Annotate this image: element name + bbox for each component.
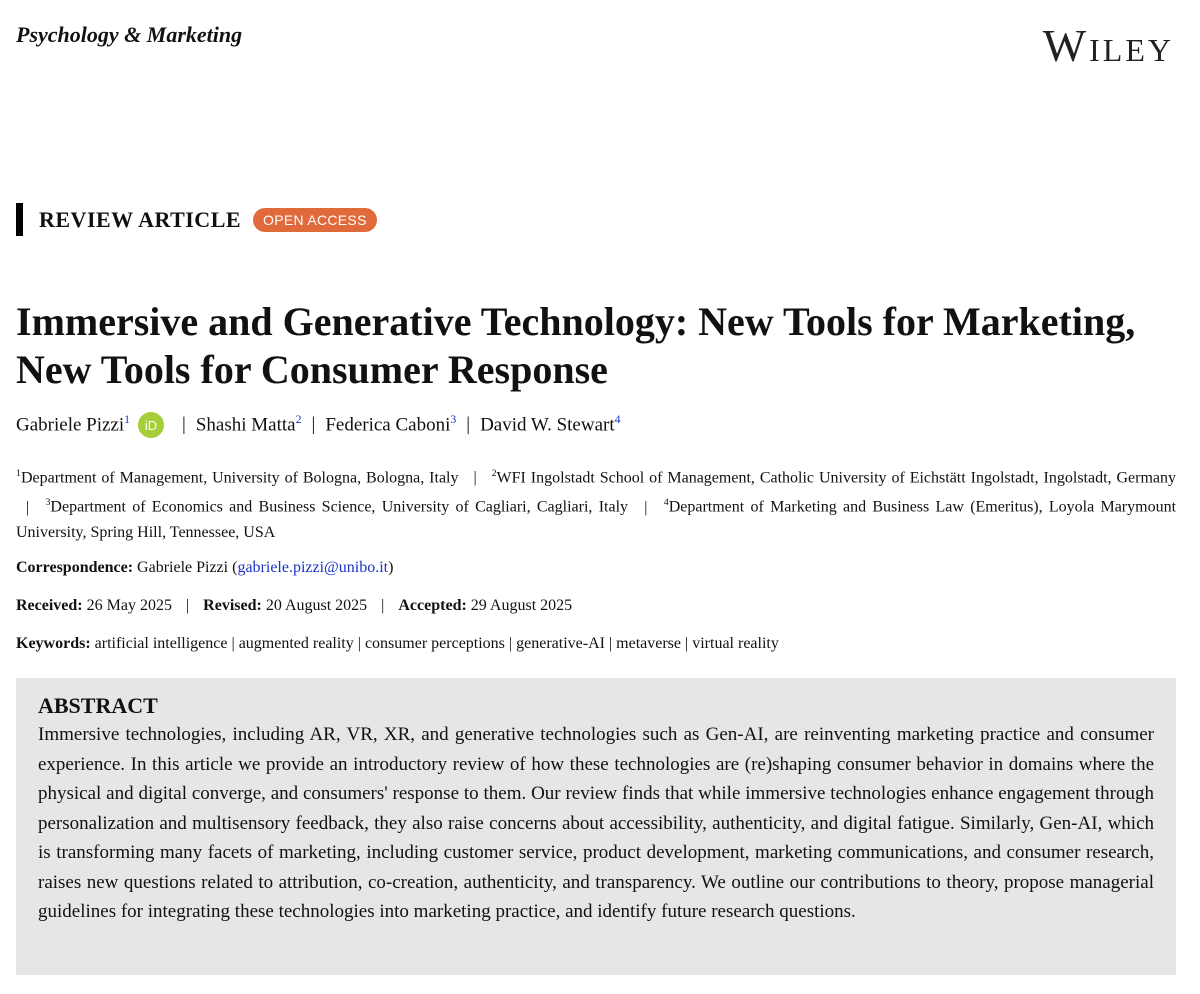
affiliation: Department of Economics and Business Science, University of Cagliari, Cagliari, Italy <box>50 498 629 516</box>
revised-label: Revised: <box>203 597 262 614</box>
open-access-badge: OPEN ACCESS <box>253 208 377 232</box>
keyword: metaverse <box>616 635 682 652</box>
affiliation-ref[interactable]: 2 <box>295 413 302 427</box>
keywords-label: Keywords: <box>16 635 91 652</box>
keyword: generative-AI <box>516 635 605 652</box>
author-list <box>16 412 621 438</box>
separator: | <box>185 597 190 614</box>
affiliation-ref[interactable]: 1 <box>124 413 131 427</box>
article-dates <box>16 597 572 615</box>
affiliation: Department of Management, University of Bologna, Bologna, Italy <box>20 469 459 487</box>
separator: | <box>381 597 385 614</box>
accepted-label: Accepted: <box>398 597 467 614</box>
author-name: Federica Caboni <box>325 414 451 436</box>
separator: | <box>508 635 513 652</box>
type-marker-bar <box>16 203 23 236</box>
separator: | <box>357 635 361 652</box>
affiliation: WFI Ingolstadt School of Management, Catholic University of Eichstätt Ingolstadt, Ingolstadt, Germany <box>496 469 1177 487</box>
keyword: virtual reality <box>692 635 779 652</box>
keyword: consumer perceptions <box>364 635 505 652</box>
correspondence-name: Gabriele Pizzi <box>137 559 229 576</box>
affiliation-ref[interactable]: 3 <box>450 413 457 427</box>
abstract-heading: ABSTRACT <box>38 693 158 718</box>
author-name: David W. Stewart <box>480 414 615 436</box>
affiliation-num: 1 <box>16 468 21 479</box>
affiliation: Department of Marketing and Business Law (Emeritus), Loyola Marymount University, Spring Hill, Tennessee, USA <box>16 498 1177 541</box>
separator: | <box>182 414 186 435</box>
abstract-box <box>16 678 1176 975</box>
affiliation-ref[interactable]: 4 <box>614 413 621 427</box>
separator: | <box>644 498 648 516</box>
author[interactable] <box>325 413 456 436</box>
affiliations <box>16 461 1176 545</box>
separator: | <box>466 414 471 435</box>
keyword: augmented reality <box>238 635 354 652</box>
article-type-row <box>16 203 377 236</box>
keywords <box>16 635 779 653</box>
publisher-logo: Wiley <box>1042 20 1174 71</box>
affiliation-num: 2 <box>491 468 497 479</box>
accepted-date: 29 August 2025 <box>470 597 573 614</box>
separator: | <box>608 635 613 652</box>
orcid-icon[interactable]: iD <box>138 412 164 438</box>
correspondence-email-link[interactable]: gabriele.pizzi@unibo.it <box>237 559 389 576</box>
abstract-text: Immersive technologies, including AR, VR, XR, and generative technologies such as Gen-AI, are reinventing marketing practice and consumer experience. In this article we provide an introductory review of how these technologies are (re)shaping consumer behavior in domains where the physical and digital converge, and consumers' response to them. Our review finds that while immersive technologies enhance engagement through personalization and multisensory feedback, they also raise concerns about accessibility, authenticity, and digital fatigue. Similarly, Gen-AI, which is transforming many facets of marketing, including customer service, product development, marketing communications, and consumer research, raises new questions related to attribution, co-creation, authenticity, and transparency. We outline our contributions to theory, propose managerial guidelines for integrating these technologies into marketing practice, and identify future research questions. <box>38 724 1154 922</box>
received-date: 26 May 2025 <box>86 597 172 614</box>
correspondence-label: Correspondence: <box>16 559 134 576</box>
separator: | <box>473 469 477 487</box>
separator: | <box>26 498 30 516</box>
affiliation-num: 4 <box>663 497 669 509</box>
affiliation-num: 3 <box>45 497 51 509</box>
separator: | <box>231 635 235 652</box>
author[interactable] <box>196 413 302 436</box>
author[interactable] <box>480 413 620 436</box>
author-name: Gabriele Pizzi <box>16 414 125 436</box>
journal-name: Psychology & Marketing <box>16 22 243 47</box>
received-label: Received: <box>16 597 83 614</box>
separator: | <box>311 414 316 435</box>
correspondence: Correspondence: Gabriele Pizzi (gabriele.pizzi@unibo.it) <box>16 559 394 576</box>
author[interactable] <box>16 413 130 436</box>
article-title: Immersive and Generative Technology: New Tools for Marketing, New Tools for Consumer Response <box>16 299 1136 392</box>
author-name: Shashi Matta <box>195 414 296 436</box>
separator: | <box>685 635 689 652</box>
keyword: artificial intelligence <box>94 635 228 652</box>
revised-date: 20 August 2025 <box>265 597 368 614</box>
article-type: REVIEW ARTICLE <box>39 206 242 232</box>
